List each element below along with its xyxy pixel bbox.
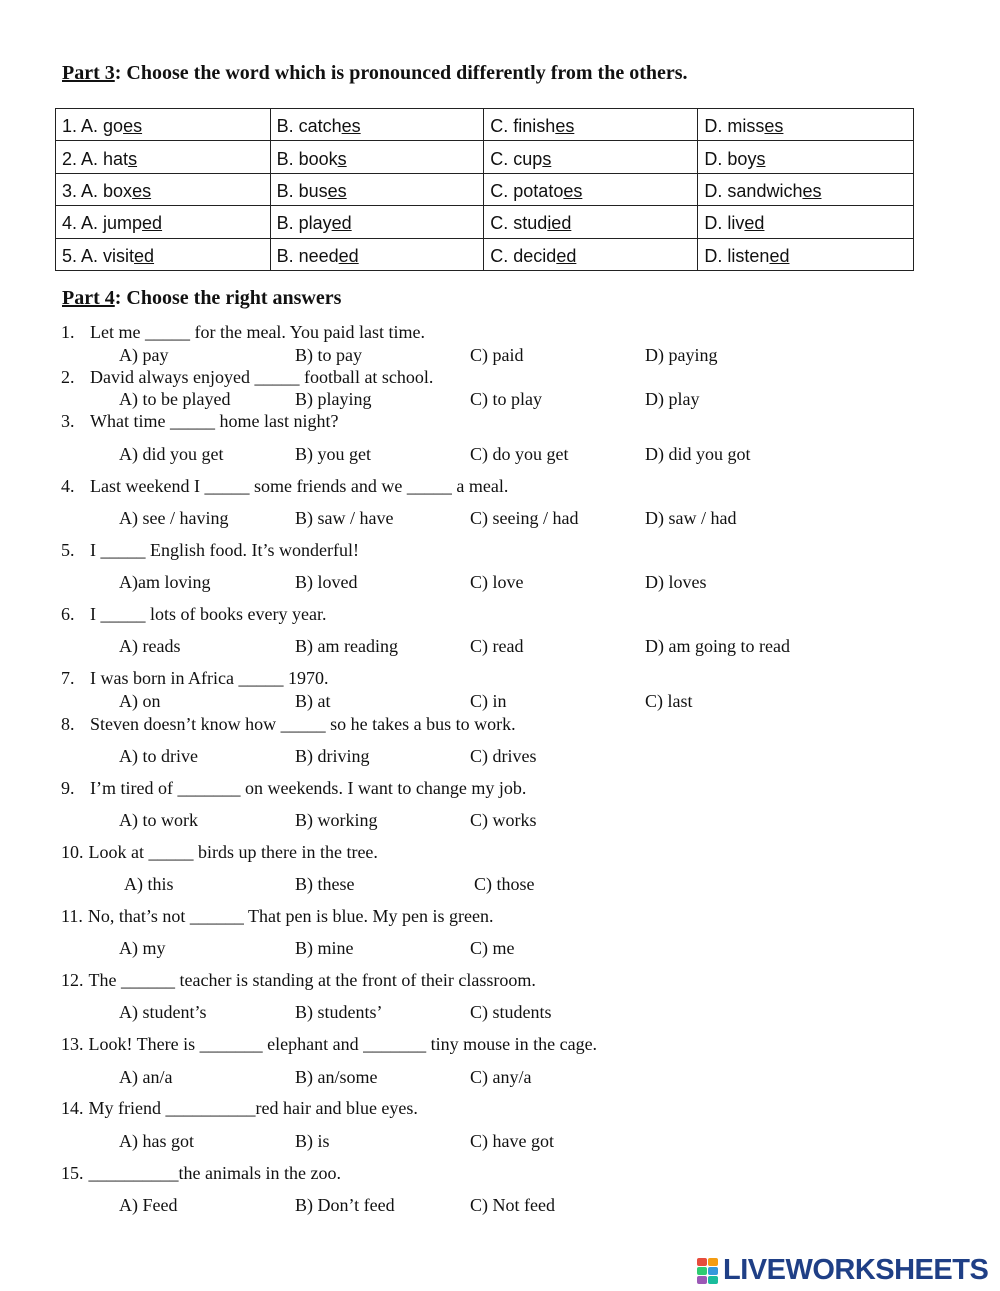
pron-word [62, 244, 154, 265]
answer-option[interactable]: B) at [295, 691, 331, 711]
pron-row [56, 238, 914, 270]
pron-cell [484, 173, 698, 205]
underlined-ending: es [327, 180, 347, 201]
word-stem: 5. A. visit [62, 245, 135, 266]
liveworksheets-logo [697, 1253, 995, 1287]
word-stem: B. need [276, 245, 339, 266]
pron-word [490, 179, 582, 200]
answer-option[interactable]: B) driving [295, 746, 370, 766]
pron-cell [698, 238, 914, 270]
pron-word [704, 244, 789, 265]
liveworksheets-mark-icon [697, 1256, 719, 1284]
question-text [61, 906, 493, 927]
word-stem: 4. A. jump [62, 213, 143, 234]
answer-option[interactable]: C) in [470, 691, 507, 711]
underlined-ending: s [756, 148, 766, 169]
question-text [61, 322, 425, 343]
word-stem: C. potato [490, 180, 564, 201]
question-number: 5. [61, 540, 75, 560]
pron-cell [270, 109, 484, 141]
question-text [61, 668, 328, 689]
question-sentence: Look! There is _______ elephant and _______ tiny mouse in the cage. [88, 1034, 598, 1054]
question-sentence: __________the animals in the zoo. [88, 1163, 341, 1183]
answer-option[interactable]: C) have got [470, 1131, 554, 1151]
question-text [61, 714, 516, 735]
answer-option[interactable]: B) these [295, 874, 355, 894]
question-sentence: I _____ English food. It’s wonderful! [90, 540, 359, 560]
pron-row [56, 141, 914, 173]
underlined-ending: ed [744, 213, 765, 234]
question-sentence: The ______ teacher is standing at the front of their classroom. [88, 970, 536, 990]
answer-option[interactable]: A) student’s [119, 1002, 207, 1022]
answer-option[interactable]: C) me [470, 938, 515, 958]
answer-option[interactable]: B) students’ [295, 1002, 383, 1022]
question-sentence: Let me _____ for the meal. You paid last time. [90, 322, 425, 342]
pron-word [490, 211, 571, 232]
answer-option[interactable]: D) loves [645, 572, 707, 592]
word-stem: C. finish [490, 116, 556, 137]
answer-option[interactable]: A) pay [119, 345, 169, 365]
answer-option[interactable]: A) to work [119, 810, 198, 830]
answer-option[interactable]: A) to be played [119, 389, 231, 409]
pron-cell [698, 173, 914, 205]
question-number: 10. [61, 842, 84, 862]
question-number: 3. [61, 411, 75, 431]
answer-option[interactable]: C) seeing / had [470, 508, 579, 528]
word-stem: D. listen [704, 245, 770, 266]
answer-option[interactable]: C) works [470, 810, 537, 830]
pron-word [704, 114, 783, 135]
answer-option[interactable]: C) students [470, 1002, 552, 1022]
underlined-ending: es [802, 180, 822, 201]
question-sentence: Look at _____ birds up there in the tree. [88, 842, 378, 862]
word-stem: D. miss [704, 116, 765, 137]
part4-label: Part 4 [62, 287, 115, 309]
answer-option[interactable]: C) paid [470, 345, 524, 365]
underlined-ending: es [563, 180, 583, 201]
question-sentence: What time _____ home last night? [90, 411, 339, 431]
word-stem: B. play [276, 213, 332, 234]
word-stem: 3. A. box [62, 180, 133, 201]
pron-word [704, 211, 764, 232]
question-number: 7. [61, 668, 75, 688]
answer-option[interactable]: D) did you got [645, 444, 751, 464]
pron-cell [56, 238, 271, 270]
underlined-ending: s [337, 148, 347, 169]
question-number: 11. [61, 906, 83, 926]
underlined-ending: es [132, 180, 152, 201]
underlined-ending: ed [134, 245, 155, 266]
question-text [61, 1098, 418, 1119]
question-sentence: I _____ lots of books every year. [90, 604, 327, 624]
question-sentence: No, that’s not ______ That pen is blue. My pen is green. [87, 906, 494, 926]
word-stem: B. catch [276, 116, 342, 137]
question-text [61, 367, 433, 388]
word-stem: C. cup [490, 148, 543, 169]
underlined-ending: es [555, 116, 575, 137]
question-text [61, 842, 378, 863]
word-stem: 1. A. go [62, 116, 124, 137]
answer-option[interactable]: C) last [645, 691, 693, 711]
pron-cell [270, 206, 484, 238]
question-sentence: Last weekend I _____ some friends and we _____ a meal. [90, 476, 509, 496]
underlined-ending: s [542, 148, 552, 169]
pron-cell [698, 109, 914, 141]
answer-option[interactable]: C) Not feed [470, 1195, 555, 1215]
answer-option[interactable]: C) those [474, 874, 535, 894]
logo-text: LIVEWORKSHEETS [723, 1253, 989, 1286]
answer-option[interactable]: A) this [124, 874, 174, 894]
answer-option[interactable]: C) to play [470, 389, 542, 409]
answer-option[interactable]: C) do you get [470, 444, 569, 464]
pron-cell [484, 206, 698, 238]
pron-cell [270, 238, 484, 270]
pron-word [277, 211, 352, 232]
answer-option[interactable]: A) reads [119, 636, 181, 656]
answer-option[interactable]: C) read [470, 636, 524, 656]
pron-word [62, 179, 151, 200]
question-number: 9. [61, 778, 75, 798]
question-number: 2. [61, 367, 75, 387]
question-text [61, 476, 508, 497]
part3-heading [62, 62, 688, 85]
question-number: 13. [61, 1034, 84, 1054]
question-number: 12. [61, 970, 84, 990]
question-text [61, 411, 338, 432]
part4-instruction: : Choose the right answers [114, 287, 342, 309]
word-stem: D. boy [704, 148, 757, 169]
question-number: 14. [61, 1098, 84, 1118]
question-number: 8. [61, 714, 75, 734]
pron-word [277, 147, 347, 168]
pron-word [704, 179, 821, 200]
answer-option[interactable]: A) an/a [119, 1067, 173, 1087]
pron-cell [56, 141, 271, 173]
underlined-ending: ed [331, 213, 352, 234]
answer-option[interactable]: B) to pay [295, 345, 362, 365]
pron-word [490, 114, 574, 135]
answer-option[interactable]: C) love [470, 572, 524, 592]
underlined-ending: es [764, 116, 784, 137]
answer-option[interactable]: A) has got [119, 1131, 194, 1151]
answer-option[interactable]: D) am going to read [645, 636, 790, 656]
pron-row [56, 206, 914, 238]
pron-word [277, 179, 347, 200]
question-text [61, 1163, 341, 1184]
question-number: 6. [61, 604, 75, 624]
pron-cell [56, 173, 271, 205]
pron-cell [484, 109, 698, 141]
question-text [61, 604, 326, 625]
word-stem: 2. A. hat [62, 148, 129, 169]
answer-option[interactable]: B) is [295, 1131, 330, 1151]
answer-option[interactable]: A)am loving [119, 572, 211, 592]
pron-cell [270, 173, 484, 205]
pron-word [490, 244, 576, 265]
underlined-ending: es [123, 116, 143, 137]
answer-option[interactable]: D) play [645, 389, 700, 409]
word-stem: B. bus [276, 180, 328, 201]
answer-option[interactable]: A) did you get [119, 444, 224, 464]
word-stem: B. book [276, 148, 338, 169]
question-text [61, 778, 526, 799]
answer-option[interactable]: A) to drive [119, 746, 198, 766]
answer-option[interactable]: D) paying [645, 345, 718, 365]
answer-option[interactable]: C) drives [470, 746, 537, 766]
pron-row [56, 109, 914, 141]
answer-option[interactable]: B) loved [295, 572, 358, 592]
answer-option[interactable]: B) saw / have [295, 508, 394, 528]
answer-option[interactable]: A) Feed [119, 1195, 178, 1215]
pron-word [277, 244, 359, 265]
underlined-ending: es [341, 116, 361, 137]
answer-option[interactable]: D) saw / had [645, 508, 737, 528]
pron-cell [270, 141, 484, 173]
pron-cell [484, 238, 698, 270]
question-sentence: Steven doesn’t know how _____ so he takes a bus to work. [90, 714, 516, 734]
answer-option[interactable]: B) working [295, 810, 378, 830]
question-text [61, 540, 359, 561]
answer-option[interactable]: A) on [119, 691, 161, 711]
question-sentence: David always enjoyed _____ football at school. [90, 367, 434, 387]
question-sentence: My friend __________red hair and blue eyes. [88, 1098, 418, 1118]
question-text [61, 1034, 597, 1055]
word-stem: D. liv [704, 213, 745, 234]
underlined-ending: ed [142, 213, 163, 234]
pron-word [62, 114, 142, 135]
question-number: 15. [61, 1163, 84, 1183]
answer-option[interactable]: A) my [119, 938, 166, 958]
pron-word [490, 147, 551, 168]
part3-instruction: : Choose the word which is pronounced differently from the others. [114, 62, 688, 84]
part4-heading [62, 287, 341, 310]
pronunciation-table [55, 108, 914, 271]
question-text [61, 970, 536, 991]
underlined-ending: ied [547, 213, 572, 234]
answer-option[interactable]: B) Don’t feed [295, 1195, 395, 1215]
pron-word [704, 147, 765, 168]
pron-cell [698, 141, 914, 173]
pron-cell [698, 206, 914, 238]
word-stem: C. decid [490, 245, 557, 266]
answer-option[interactable]: B) you get [295, 444, 371, 464]
underlined-ending: ed [338, 245, 359, 266]
word-stem: C. stud [490, 213, 548, 234]
word-stem: D. sandwich [704, 180, 803, 201]
pron-cell [56, 109, 271, 141]
answer-option[interactable]: B) mine [295, 938, 354, 958]
pron-word [62, 211, 162, 232]
question-number: 4. [61, 476, 75, 496]
question-number: 1. [61, 322, 75, 342]
answer-option[interactable]: A) see / having [119, 508, 229, 528]
question-sentence: I was born in Africa _____ 1970. [90, 668, 329, 688]
pron-word [277, 114, 361, 135]
answer-option[interactable]: B) an/some [295, 1067, 378, 1087]
part3-label: Part 3 [62, 62, 115, 84]
question-sentence: I’m tired of _______ on weekends. I want to change my job. [90, 778, 527, 798]
pron-word [62, 147, 137, 168]
underlined-ending: ed [556, 245, 577, 266]
pron-cell [56, 206, 271, 238]
pron-cell [484, 141, 698, 173]
answer-option[interactable]: B) playing [295, 389, 372, 409]
underlined-ending: ed [769, 245, 790, 266]
pron-row [56, 173, 914, 205]
answer-option[interactable]: B) am reading [295, 636, 398, 656]
underlined-ending: s [128, 148, 138, 169]
answer-option[interactable]: C) any/a [470, 1067, 532, 1087]
